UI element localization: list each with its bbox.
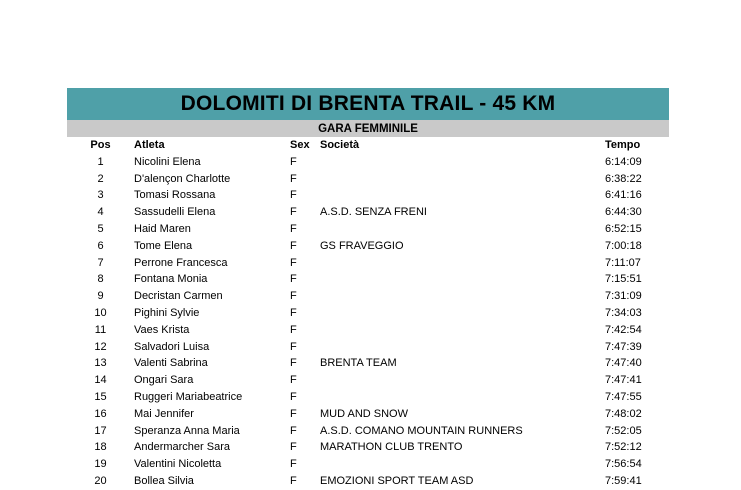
cell-pos: 6	[97, 239, 104, 252]
cell-tempo: 6:38:22	[605, 172, 642, 185]
cell-sex: F	[290, 155, 297, 168]
cell-tempo: 7:42:54	[605, 323, 642, 336]
cell-atleta: Perrone Francesca	[134, 256, 228, 269]
cell-tempo: 6:14:09	[605, 155, 642, 168]
cell-pos: 14	[94, 374, 107, 387]
cell-societa: GS FRAVEGGIO	[320, 239, 404, 252]
table-row	[67, 389, 668, 406]
cell-tempo: 7:15:51	[605, 273, 642, 286]
cell-sex: F	[290, 441, 297, 454]
table-row	[67, 221, 668, 238]
table-row	[67, 322, 668, 339]
cell-societa	[320, 271, 605, 288]
cell-pos: 5	[97, 222, 104, 235]
table-row	[67, 473, 668, 490]
cell-tempo: 7:34:03	[605, 306, 642, 319]
cell-societa: EMOZIONI SPORT TEAM ASD	[320, 474, 474, 487]
cell-atleta: Valenti Sabrina	[134, 357, 208, 370]
cell-sex: F	[290, 206, 297, 219]
table-row	[67, 204, 668, 221]
cell-pos: 1	[97, 155, 104, 168]
results-header	[67, 88, 669, 137]
cell-societa: A.S.D. COMANO MOUNTAIN RUNNERS	[320, 424, 523, 437]
table-row	[67, 288, 668, 305]
cell-societa	[320, 154, 605, 171]
cell-societa: MUD AND SNOW	[320, 407, 408, 420]
cell-atleta: Bollea Silvia	[134, 474, 194, 487]
table-row	[67, 187, 668, 204]
cell-atleta: Tome Elena	[134, 239, 193, 252]
cell-societa: A.S.D. SENZA FRENI	[320, 206, 427, 219]
cell-atleta: Pighini Sylvie	[134, 306, 200, 319]
cell-tempo: 7:48:02	[605, 407, 642, 420]
cell-pos: 3	[97, 189, 104, 202]
cell-societa: BRENTA TEAM	[320, 357, 397, 370]
cell-tempo: 7:00:18	[605, 239, 642, 252]
cell-sex: F	[290, 424, 297, 437]
table-row	[67, 439, 668, 456]
cell-pos: 18	[94, 441, 107, 454]
cell-atleta: Decristan Carmen	[134, 290, 223, 303]
cell-societa	[320, 288, 605, 305]
cell-pos: 11	[94, 323, 107, 336]
cell-atleta: Haid Maren	[134, 222, 191, 235]
cell-sex: F	[290, 222, 297, 235]
cell-atleta: Ongari Sara	[134, 374, 194, 387]
table-row	[67, 456, 668, 473]
results-body	[67, 154, 668, 490]
cell-sex: F	[290, 474, 297, 487]
table-row	[67, 372, 668, 389]
cell-tempo: 7:47:55	[605, 390, 642, 403]
cell-sex: F	[290, 390, 297, 403]
cell-tempo: 7:47:39	[605, 340, 642, 353]
cell-societa	[320, 187, 605, 204]
cell-sex: F	[290, 357, 297, 370]
cell-atleta: Mai Jennifer	[134, 407, 194, 420]
table-row	[67, 406, 668, 423]
cell-societa	[320, 372, 605, 389]
cell-tempo: 7:56:54	[605, 458, 642, 471]
column-header-sex: Sex	[290, 139, 310, 151]
cell-tempo: 7:31:09	[605, 290, 642, 303]
cell-tempo: 7:52:12	[605, 441, 642, 454]
cell-sex: F	[290, 374, 297, 387]
cell-sex: F	[290, 256, 297, 269]
cell-sex: F	[290, 306, 297, 319]
table-row	[67, 238, 668, 255]
cell-tempo: 7:59:41	[605, 474, 642, 487]
race-title: DOLOMITI DI BRENTA TRAIL - 45 KM	[67, 88, 669, 120]
cell-pos: 9	[97, 290, 104, 303]
table-row	[67, 255, 668, 272]
cell-tempo: 7:11:07	[605, 256, 641, 269]
cell-sex: F	[290, 172, 297, 185]
cell-sex: F	[290, 407, 297, 420]
cell-societa	[320, 171, 605, 188]
header-row	[67, 137, 668, 154]
cell-societa	[320, 221, 605, 238]
cell-pos: 13	[94, 357, 107, 370]
cell-societa	[320, 339, 605, 356]
cell-sex: F	[290, 340, 297, 353]
cell-tempo: 7:47:40	[605, 357, 642, 370]
cell-atleta: Sassudelli Elena	[134, 206, 216, 219]
cell-atleta: Tomasi Rossana	[134, 189, 216, 202]
cell-sex: F	[290, 290, 297, 303]
cell-atleta: Valentini Nicoletta	[134, 458, 222, 471]
cell-atleta: Fontana Monia	[134, 273, 208, 286]
cell-sex: F	[290, 323, 297, 336]
table-row	[67, 423, 668, 440]
table-row	[67, 154, 668, 171]
cell-pos: 16	[94, 407, 107, 420]
cell-atleta: Vaes Krista	[134, 323, 190, 336]
cell-societa	[320, 255, 605, 272]
table-row	[67, 305, 668, 322]
cell-tempo: 6:44:30	[605, 206, 642, 219]
cell-atleta: Ruggeri Mariabeatrice	[134, 390, 243, 403]
cell-pos: 4	[97, 206, 104, 219]
cell-tempo: 7:52:05	[605, 424, 642, 437]
cell-sex: F	[290, 239, 297, 252]
cell-sex: F	[290, 458, 297, 471]
race-category: GARA FEMMINILE	[67, 120, 669, 137]
table-row	[67, 339, 668, 356]
table-row	[67, 271, 668, 288]
cell-pos: 17	[94, 424, 107, 437]
cell-societa: MARATHON CLUB TRENTO	[320, 441, 463, 454]
cell-atleta: D'alençon Charlotte	[134, 172, 231, 185]
cell-pos: 2	[97, 172, 104, 185]
cell-pos: 15	[94, 390, 107, 403]
results-table	[67, 137, 668, 490]
cell-tempo: 6:41:16	[605, 189, 642, 202]
cell-atleta: Andermarcher Sara	[134, 441, 230, 454]
cell-pos: 7	[97, 256, 104, 269]
cell-tempo: 6:52:15	[605, 222, 642, 235]
cell-societa	[320, 322, 605, 339]
cell-sex: F	[290, 189, 297, 202]
cell-pos: 8	[97, 273, 104, 286]
table-row	[67, 355, 668, 372]
column-header-pos: Pos	[90, 139, 111, 151]
cell-societa	[320, 389, 605, 406]
cell-pos: 19	[94, 458, 107, 471]
cell-atleta: Speranza Anna Maria	[134, 424, 240, 437]
column-header-atleta: Atleta	[134, 139, 165, 151]
cell-pos: 10	[94, 306, 107, 319]
cell-tempo: 7:47:41	[605, 374, 642, 387]
cell-pos: 20	[94, 474, 107, 487]
cell-atleta: Salvadori Luisa	[134, 340, 210, 353]
cell-pos: 12	[94, 340, 107, 353]
cell-atleta: Nicolini Elena	[134, 155, 201, 168]
table-row	[67, 171, 668, 188]
column-header-tempo: Tempo	[605, 139, 641, 151]
cell-societa	[320, 456, 605, 473]
cell-societa	[320, 305, 605, 322]
column-header-societa: Società	[320, 139, 360, 151]
cell-sex: F	[290, 273, 297, 286]
